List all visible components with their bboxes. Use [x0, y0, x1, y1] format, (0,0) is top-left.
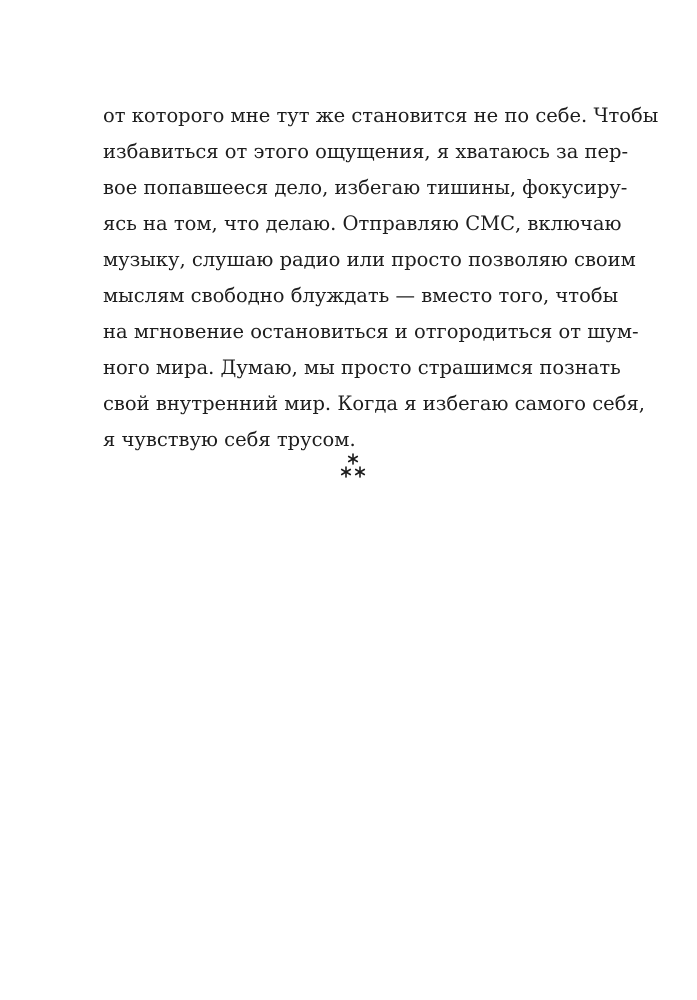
text-line: ясь на том, что делаю. Отправляю СМС, включаю	[103, 212, 622, 235]
text-line: на мгновение остановиться и отгородиться от шум-	[103, 320, 639, 343]
text-line: мыслям свободно блуждать — вместо того, чтобы	[103, 284, 619, 307]
text-line: свой внутренний мир. Когда я избегаю самого себя,	[103, 392, 645, 415]
text-line: музыку, слушаю радио или просто позволяю своим	[103, 248, 636, 271]
text-line: от которого мне тут же становится не по себе. Чтобы	[103, 104, 659, 127]
text-line: вое попавшееся дело, избегаю тишины, фокусиру-	[103, 176, 628, 199]
text-line: ного мира. Думаю, мы просто страшимся познать	[103, 356, 621, 379]
body-paragraph	[103, 98, 659, 458]
text-line: избавиться от этого ощущения, я хватаюсь за пер-	[103, 140, 629, 163]
text-line-last: я чувствую себя трусом.	[103, 428, 356, 451]
section-break-asterism-icon	[338, 452, 368, 482]
